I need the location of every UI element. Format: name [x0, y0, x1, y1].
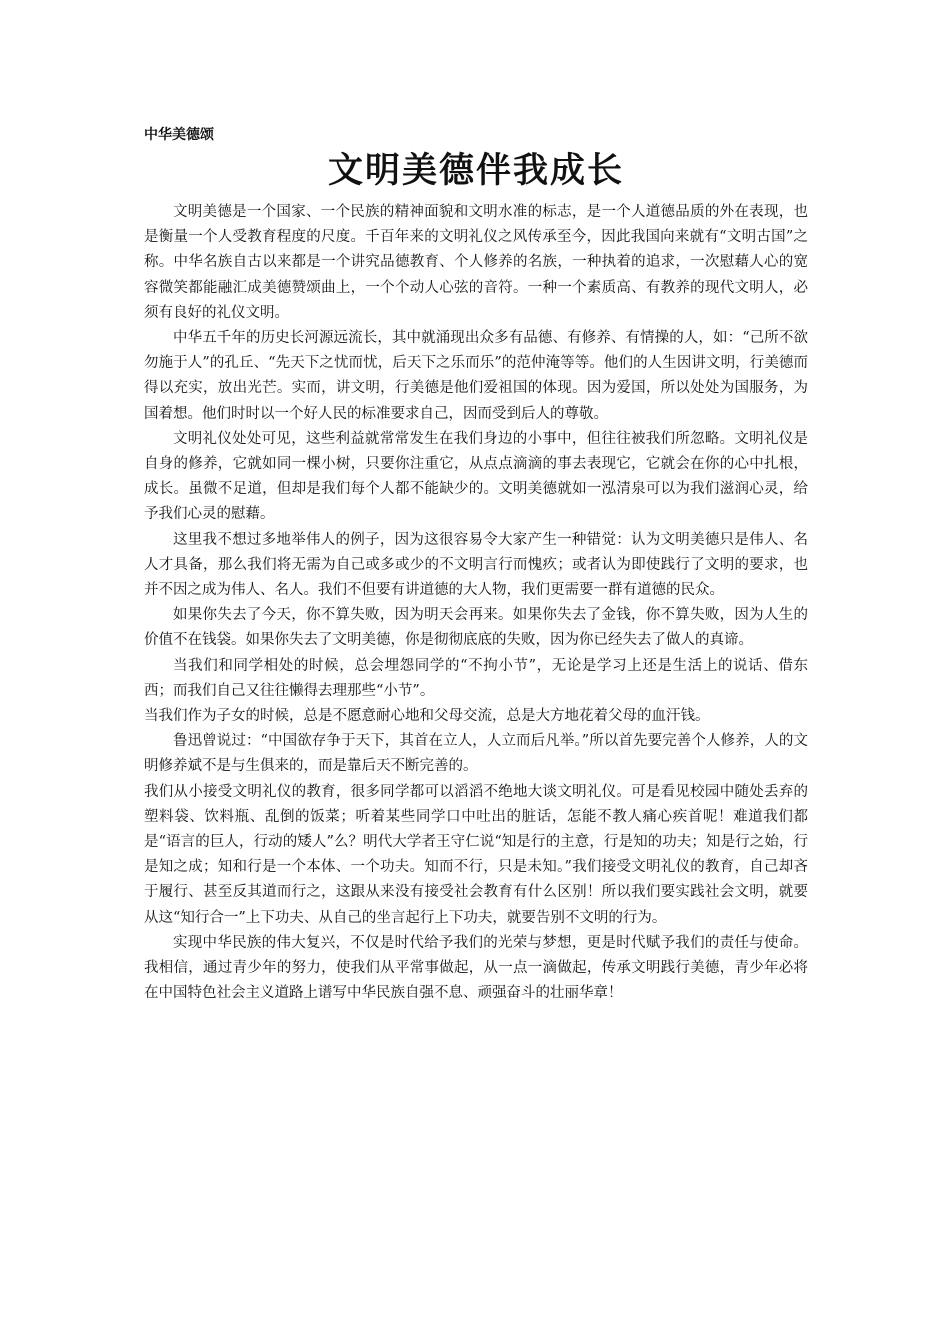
body-paragraph: 鲁迅曾说过：“中国欲存争于天下，其首在立人，人立而后凡举。”所以首先要完善个人修养，人的文明修养斌不是与生俱来的，而是靠后天不断完善的。: [144, 733, 808, 775]
body-paragraph: 当我们作为子女的时候，总是不愿意耐心地和父母交流，总是大方地花着父母的血汗钱。: [144, 708, 710, 725]
document-kicker: 中华美德颂: [144, 127, 214, 143]
body-paragraph: 这里我不想过多地举伟人的例子，因为这很容易令大家产生一种错觉：认为文明美德只是伟人、名人才具备，那么我们将无需为自己或多或少的不文明言行而愧疚；或者认为即使践行了文明的要求，也并不因之成为伟人、名人。我们不但要有讲道德的大人物，我们更需要一群有道德的民众。: [144, 531, 808, 599]
body-paragraph: 文明美德是一个国家、一个民族的精神面貌和文明水准的标志，是一个人道德品质的外在表现，也是衡量一个人受教育程度的尺度。千百年来的文明礼仪之风传承至今，因此我国向来就有“文明古国”之称。中华名族自古以来都是一个讲究品德教育、个人修养的名族，一种执着的追求，一次慰藉人心的宽容微笑都能融汇成美德赞颂曲上，一个个动人心弦的音符。一种一个素质高、有教养的现代文明人，必须有良好的礼仪文明。: [144, 204, 808, 321]
body-paragraph: 我们从小接受文明礼仪的教育，很多同学都可以滔滔不绝地大谈文明礼仪。可是看见校园中随处丢弃的塑料袋、饮料瓶、乱倒的饭菜；听着某些同学口中吐出的脏话，怎能不教人痛心疾首呢！难道我们都是“语言的巨人，行动的矮人”么？明代大学者王守仁说“知是行的主意，行是知的功夫；知是行之始，行是知之成；知和行是一个本体、一个功夫。知而不行，只是未知。”我们接受文明礼仪的教育，自己却吝于履行、甚至反其道而行之，这跟从来没有接受社会教育有什么区别！所以我们要实践社会文明，就要从这“知行合一”上下功夫、从自己的坐言起行上下功夫，就要告别不文明的行为。: [144, 783, 808, 926]
document-body: [144, 200, 808, 1007]
body-paragraph: 如果你失去了今天，你不算失败，因为明天会再来。如果你失去了金钱，你不算失败，因为人生的价值不在钱袋。如果你失去了文明美德，你是彻彻底底的失败，因为你已经失去了做人的真谛。: [144, 607, 808, 649]
body-paragraph: 文明礼仪处处可见，这些利益就常常发生在我们身边的小事中，但往往被我们所忽略。文明礼仪是自身的修养，它就如同一棵小树，只要你注重它，从点点滴滴的事去表现它，它就会在你的心中扎根，成长。虽微不足道，但却是我们每个人都不能缺少的。文明美德就如一泓清泉可以为我们滋润心灵，给予我们心灵的慰藉。: [144, 430, 808, 523]
document-page: [144, 124, 808, 1007]
body-paragraph: 实现中华民族的伟大复兴，不仅是时代给予我们的光荣与梦想，更是时代赋予我们的责任与使命。我相信，通过青少年的努力，使我们从平常事做起，从一点一滴做起，传承文明践行美德，青少年必将在中国特色社会主义道路上谱写中华民族自强不息、顽强奋斗的壮丽华章！: [144, 934, 808, 1002]
body-paragraph: 中华五千年的历史长河源远流长，其中就涌现出众多有品德、有修养、有情操的人，如：“己所不欲勿施于人”的孔丘、“先天下之忧而忧，后天下之乐而乐”的范仲淹等等。他们的人生因讲文明，行美德而得以充实，放出光芒。实而，讲文明，行美德是他们爱祖国的体现。因为爱国，所以处处为国服务，为国着想。他们时时以一个好人民的标准要求自己，因而受到后人的尊敬。: [144, 330, 808, 422]
body-paragraph: 当我们和同学相处的时候，总会埋怨同学的“不拘小节”，无论是学习上还是生活上的说话、借东西；而我们自己又往往懒得去理那些“小节”。: [144, 657, 808, 699]
document-title: 文明美德伴我成长: [327, 151, 624, 191]
